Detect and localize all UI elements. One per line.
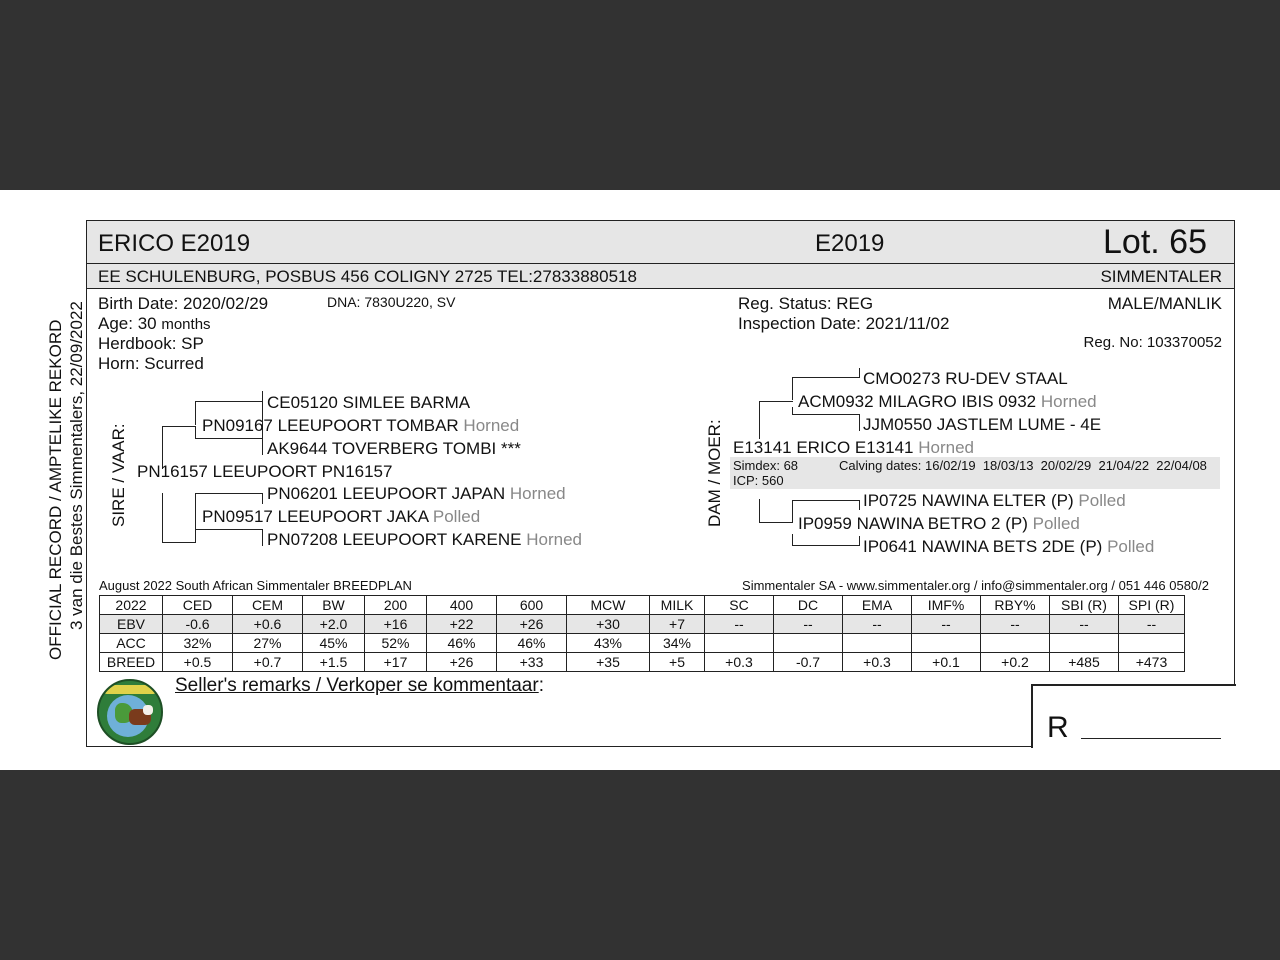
dam-dam-dam <box>863 537 1154 557</box>
sire-dam-sire-horn: Horned <box>509 484 566 503</box>
ebv-column-header: DC <box>774 596 843 615</box>
ebv-cell <box>843 634 912 653</box>
ebv-column-header: CED <box>163 596 233 615</box>
ebv-cell: +33 <box>497 653 567 672</box>
sire-dam-dam <box>267 530 582 550</box>
ebv-cell: -- <box>912 615 981 634</box>
ebv-row-acc <box>100 634 1185 653</box>
sire-dam <box>202 507 480 527</box>
official-record-label: OFFICIAL RECORD / AMPTELIKE REKORD <box>46 319 65 660</box>
ebv-cell: +473 <box>1119 653 1185 672</box>
sale-date-label: 3 van die Bestes Simmentalers, 22/09/2022 <box>67 301 86 630</box>
title-bar <box>87 221 1234 264</box>
dam-name-text: E13141 ERICO E13141 <box>733 438 914 457</box>
ebv-cell <box>774 634 843 653</box>
ebv-cell: -0.7 <box>774 653 843 672</box>
ebv-header-row <box>100 596 1185 615</box>
sire-sire-name: PN09167 LEEUPOORT TOMBAR <box>202 416 459 435</box>
bracket-line <box>792 500 793 522</box>
ebv-column-header: 400 <box>427 596 497 615</box>
ebv-cell: 34% <box>650 634 705 653</box>
bracket-line <box>262 529 263 546</box>
bracket-line <box>195 426 196 439</box>
reg-status: Reg. Status: REG <box>738 294 874 313</box>
ebv-cell: +7 <box>650 615 705 634</box>
animal-name: ERICO E2019 <box>98 230 251 257</box>
dam-dam-sire <box>863 491 1126 511</box>
reg-number: Reg. No: 103370052 <box>1083 334 1222 351</box>
sire-sire <box>202 416 519 436</box>
birth-date: Birth Date: 2020/02/29 <box>98 294 269 313</box>
ebv-table <box>99 595 1185 672</box>
sire-label: SIRE / VAAR: <box>109 423 128 527</box>
ebv-column-header: BW <box>303 596 365 615</box>
ebv-cell: +0.3 <box>843 653 912 672</box>
bracket-line <box>792 414 860 415</box>
ebv-cell: +0.1 <box>912 653 981 672</box>
sex: MALE/MANLIK <box>1107 294 1222 313</box>
ebv-cell: 46% <box>497 634 567 653</box>
ebv-cell: -- <box>981 615 1050 634</box>
ebv-body <box>100 596 1185 672</box>
dam-sire <box>798 392 1097 412</box>
bracket-line <box>759 499 760 523</box>
bracket-line <box>792 377 860 378</box>
sire-dam-sire-name: PN06201 LEEUPOORT JAPAN <box>267 484 506 503</box>
bracket-line <box>759 401 760 439</box>
dam-label: DAM / MOER: <box>705 419 724 527</box>
ebv-column-header: RBY% <box>981 596 1050 615</box>
ebv-column-header: 200 <box>365 596 427 615</box>
bracket-line <box>262 392 263 393</box>
ebv-cell: +485 <box>1050 653 1119 672</box>
ebv-column-header: MILK <box>650 596 705 615</box>
bracket-line <box>162 426 196 427</box>
ebv-cell: +2.0 <box>303 615 365 634</box>
icp: ICP: 560 <box>733 473 784 488</box>
ebv-cell <box>705 634 774 653</box>
sire-dam-sire <box>267 484 566 504</box>
ebv-cell: -- <box>843 615 912 634</box>
ebv-cell: -- <box>1050 615 1119 634</box>
ebv-cell: BREED <box>100 653 163 672</box>
bracket-line <box>262 493 263 504</box>
ebv-cell <box>912 634 981 653</box>
age-unit: months <box>161 316 211 333</box>
remarks-colon: : <box>538 675 544 696</box>
bracket-line <box>195 401 196 425</box>
herdbook: Herdbook: SP <box>98 334 204 353</box>
ebv-cell <box>1119 634 1185 653</box>
bracket-line <box>195 401 263 402</box>
lot-card <box>86 220 1235 747</box>
cow-head-icon <box>143 705 153 715</box>
simdex: Simdex: 68 <box>733 458 799 473</box>
bracket-line <box>859 414 860 431</box>
ebv-cell: +0.6 <box>233 615 303 634</box>
bracket-line <box>792 377 793 400</box>
inspection-date: Inspection Date: 2021/11/02 <box>738 314 950 333</box>
dam-dam <box>798 514 1080 534</box>
contact-caption: Simmentaler SA - www.simmentaler.org / info@simmentaler.org / 051 446 0580/2 <box>742 578 1209 593</box>
lot-number: Lot. 65 <box>1103 223 1207 261</box>
ebv-cell <box>1050 634 1119 653</box>
ebv-cell: +0.7 <box>233 653 303 672</box>
dam-sire-horn: Horned <box>1040 392 1097 411</box>
ebv-cell: +5 <box>650 653 705 672</box>
ebv-column-header: SPI (R) <box>1119 596 1185 615</box>
sire-sire-horn: Horned <box>463 416 520 435</box>
sire-dam-dam-name: PN07208 LEEUPOORT KARENE <box>267 530 522 549</box>
sire-sire-dam: AK9644 TOVERBERG TOMBI *** <box>267 439 521 458</box>
sire-dam-dam-horn: Horned <box>526 530 582 549</box>
dam-sire-sire: CMO0273 RU-DEV STAAL <box>863 369 1068 388</box>
breedplan-caption: August 2022 South African Simmentaler BREEDPLAN <box>99 578 412 593</box>
ebv-column-header: CEM <box>233 596 303 615</box>
dam-dam-name: IP0959 NAWINA BETRO 2 (P) <box>798 514 1028 533</box>
ebv-cell: +22 <box>427 615 497 634</box>
ebv-cell: 32% <box>163 634 233 653</box>
dam-sire-name: ACM0932 MILAGRO IBIS 0932 <box>798 392 1037 411</box>
price-prefix: R <box>1047 711 1069 744</box>
breeder-address: EE SCHULENBURG, POSBUS 456 COLIGNY 2725 TEL:27833880518 <box>98 267 637 286</box>
animal-id: E2019 <box>815 230 885 257</box>
sire-dam-name: PN09517 LEEUPOORT JAKA <box>202 507 429 526</box>
ebv-column-header: MCW <box>567 596 650 615</box>
bracket-line <box>162 542 196 543</box>
bracket-line <box>859 536 860 546</box>
price-field[interactable] <box>1081 738 1221 739</box>
ebv-cell: 43% <box>567 634 650 653</box>
ebv-cell: +30 <box>567 615 650 634</box>
ebv-cell: +0.2 <box>981 653 1050 672</box>
bracket-line <box>792 545 860 546</box>
ebv-cell: -- <box>1119 615 1185 634</box>
ebv-cell: -- <box>705 615 774 634</box>
bracket-line <box>262 438 263 455</box>
dam-dam-sire-name: IP0725 NAWINA ELTER (P) <box>863 491 1074 510</box>
bracket-line <box>262 392 263 402</box>
dam-name <box>733 438 974 458</box>
sire-name: PN16157 LEEUPOORT PN16157 <box>137 462 393 481</box>
dna-info: DNA: 7830U220, SV <box>327 294 456 310</box>
calving-dates: Calving dates: 16/02/19 18/03/13 20/02/29 21/04/22 22/04/08 <box>839 458 1207 473</box>
ebv-cell: -- <box>774 615 843 634</box>
dam-horn: Horned <box>918 438 975 457</box>
ebv-cell: EBV <box>100 615 163 634</box>
ebv-cell: +17 <box>365 653 427 672</box>
logo-banner <box>103 685 157 694</box>
ebv-row-breed <box>100 653 1185 672</box>
ebv-cell: +0.5 <box>163 653 233 672</box>
ebv-cell: +26 <box>427 653 497 672</box>
ebv-column-header: IMF% <box>912 596 981 615</box>
bracket-line <box>195 493 263 494</box>
ebv-cell: +16 <box>365 615 427 634</box>
ebv-cell: -0.6 <box>163 615 233 634</box>
bracket-line <box>195 493 196 542</box>
bracket-line <box>195 438 263 439</box>
bracket-line <box>195 529 263 530</box>
remarks-heading <box>175 675 544 697</box>
society-logo <box>97 679 163 745</box>
ebv-cell: ACC <box>100 634 163 653</box>
dam-dam-dam-name: IP0641 NAWINA BETS 2DE (P) <box>863 537 1103 556</box>
bracket-line <box>859 500 860 510</box>
dam-dam-horn: Polled <box>1032 514 1080 533</box>
breed-name: SIMMENTALER <box>1100 267 1222 286</box>
ebv-cell: +1.5 <box>303 653 365 672</box>
catalog-page <box>0 190 1280 770</box>
bracket-line <box>162 493 163 543</box>
sire-sire-sire: CE05120 SIMLEE BARMA <box>267 393 471 412</box>
ebv-cell: 27% <box>233 634 303 653</box>
bracket-line <box>759 401 793 402</box>
dam-dam-dam-horn: Polled <box>1107 537 1155 556</box>
ebv-cell: +0.3 <box>705 653 774 672</box>
ebv-column-header: 600 <box>497 596 567 615</box>
horn-status: Horn: Scurred <box>98 354 204 373</box>
ebv-column-header: SBI (R) <box>1050 596 1119 615</box>
bracket-line <box>859 368 860 378</box>
remarks-label: Seller's remarks / Verkoper se kommentaar <box>175 675 539 696</box>
bracket-line <box>759 522 793 523</box>
ebv-column-header: EMA <box>843 596 912 615</box>
ebv-cell <box>981 634 1050 653</box>
sire-dam-horn: Polled <box>432 507 481 526</box>
ebv-cell: 46% <box>427 634 497 653</box>
bracket-line <box>792 407 793 415</box>
bracket-line <box>792 500 860 501</box>
ebv-cell: +26 <box>497 615 567 634</box>
breeder-bar <box>87 264 1234 289</box>
dam-sire-dam: JJM0550 JASTLEM LUME - 4E <box>863 415 1102 434</box>
ebv-cell: +35 <box>567 653 650 672</box>
ebv-cell: 45% <box>303 634 365 653</box>
age-value: Age: 30 <box>98 314 157 333</box>
ebv-row-ebv <box>100 615 1185 634</box>
ebv-column-header: SC <box>705 596 774 615</box>
dam-dam-sire-horn: Polled <box>1078 491 1126 510</box>
age <box>98 314 211 334</box>
ebv-column-header: 2022 <box>100 596 163 615</box>
ebv-cell: 52% <box>365 634 427 653</box>
